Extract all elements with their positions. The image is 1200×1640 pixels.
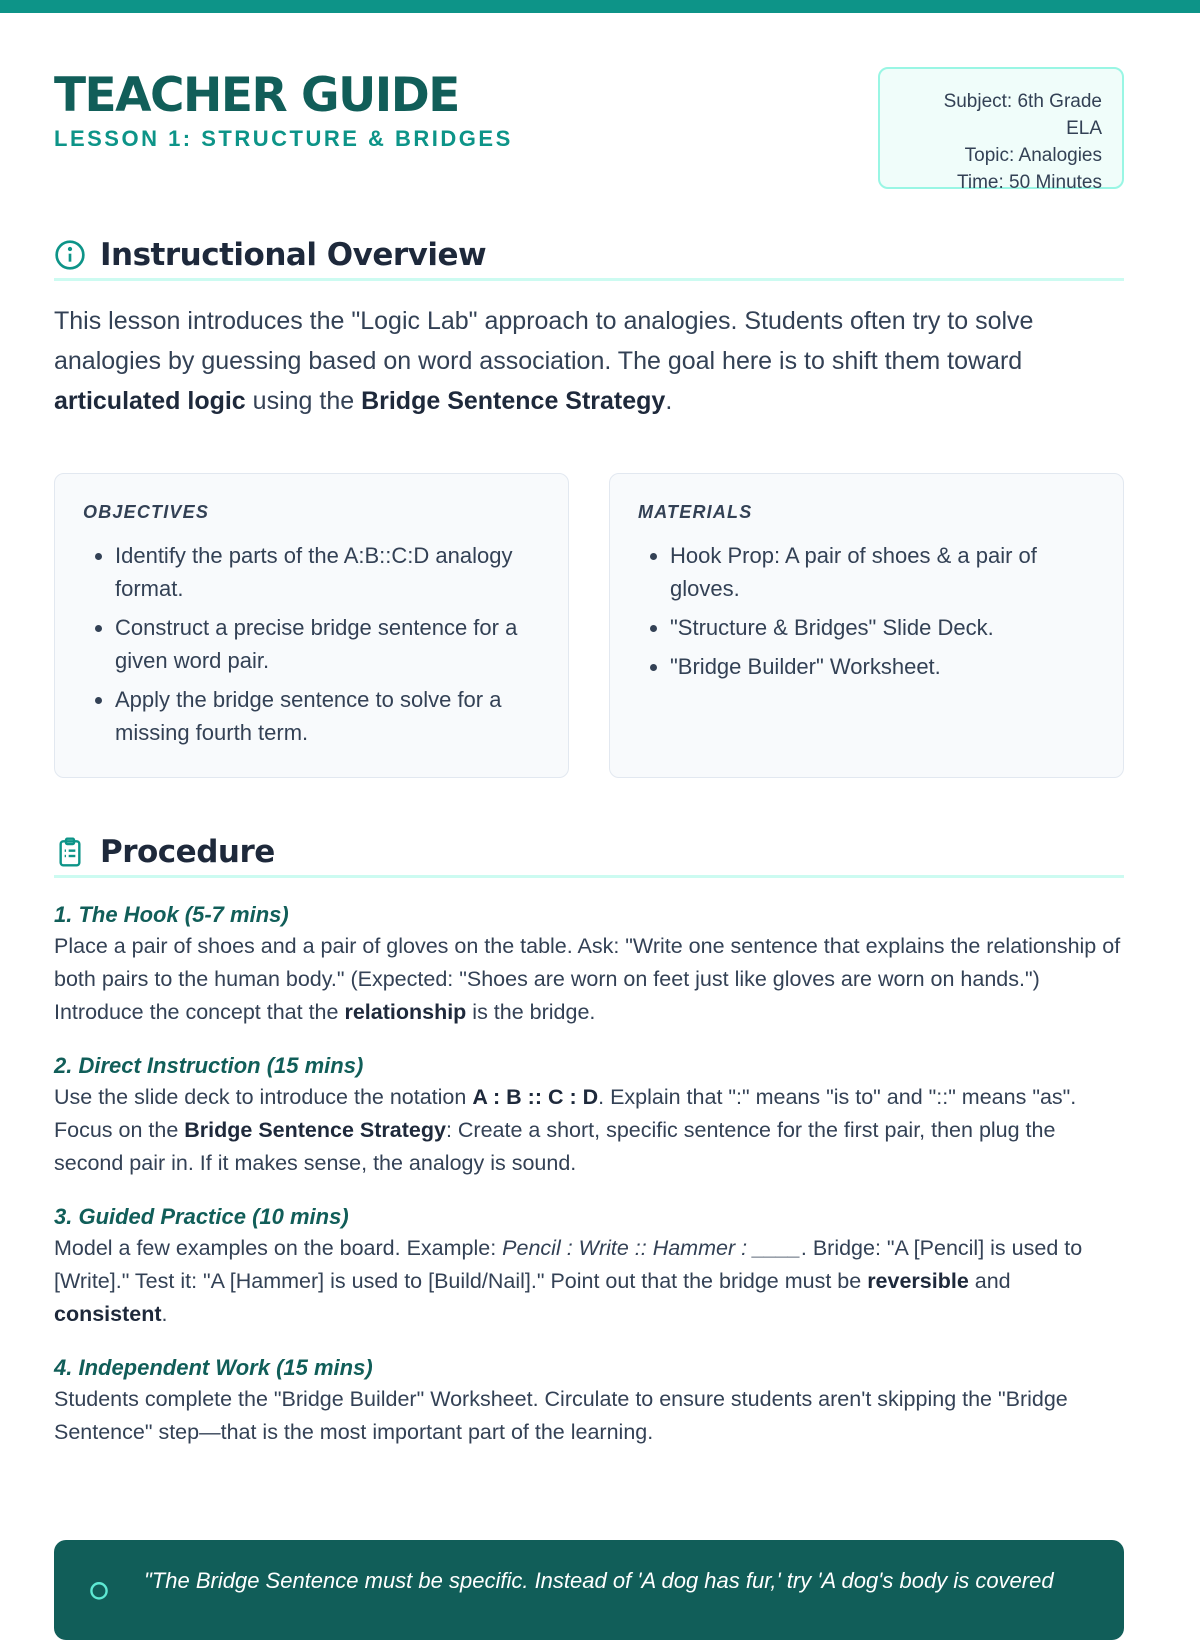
step-title: 3. Guided Practice (10 mins) bbox=[54, 1204, 349, 1229]
meta-topic: Topic: Analogies bbox=[964, 145, 1102, 166]
meta-time: Time: 50 Minutes bbox=[956, 172, 1102, 193]
materials-heading: MATERIALS bbox=[638, 502, 753, 522]
info-icon bbox=[54, 239, 86, 271]
step-title: 2. Direct Instruction (15 mins) bbox=[54, 1053, 364, 1078]
procedure-step bbox=[54, 1353, 1124, 1449]
list-item: • Hook Prop: A pair of shoes & a pair of gloves. bbox=[670, 539, 1095, 605]
materials-card bbox=[609, 473, 1124, 778]
tip-text: "The Bridge Sentence must be specific. Instead of 'A dog has fur,' try 'A dog's body is covered bbox=[144, 1568, 1054, 1593]
clipboard-list-icon bbox=[54, 836, 86, 868]
procedure-heading: Procedure bbox=[100, 834, 275, 870]
tip-callout bbox=[54, 1540, 1124, 1640]
list-item: • Construct a precise bridge sentence for a given word pair. bbox=[115, 611, 540, 677]
procedure-step bbox=[54, 1202, 1124, 1331]
page-title: TEACHER GUIDE bbox=[54, 68, 459, 123]
step-title: 1. The Hook (5-7 mins) bbox=[54, 902, 289, 927]
top-accent-bar bbox=[0, 0, 1200, 13]
procedure-step bbox=[54, 1051, 1124, 1180]
step-text: Students complete the "Bridge Builder" Worksheet. Circulate to ensure students aren't skipping the "Bridge Sentence" step—that is the most important part of the learning. bbox=[54, 1387, 1068, 1444]
list-item: • "Structure & Bridges" Slide Deck. bbox=[670, 611, 1095, 644]
step-text: Use the slide deck to introduce the notation A : B :: C : D. Explain that ":" means "is to" and "::" means "as". Focus on the Bridge Sentence Strategy: Create a short, specific sentence for the first pair, then plug the second pair in. If it makes sense, the analogy is sound. bbox=[54, 1085, 1077, 1175]
overview-section bbox=[54, 237, 1124, 421]
list-item: • "Bridge Builder" Worksheet. bbox=[670, 650, 1095, 683]
lesson-meta-box bbox=[878, 67, 1124, 193]
step-title: 4. Independent Work (15 mins) bbox=[54, 1355, 373, 1380]
lightbulb-icon bbox=[86, 1580, 112, 1606]
list-item: • Apply the bridge sentence to solve for a missing fourth term. bbox=[115, 683, 540, 749]
overview-heading: Instructional Overview bbox=[100, 237, 487, 273]
step-text: Model a few examples on the board. Example: Pencil : Write :: Hammer : ____. Bridge: "A [Pencil] is used to [Write]." Test it: "A [Hammer] is used to [Build/Nail]." Point out that the bridge must be reversible and consistent. bbox=[54, 1236, 1083, 1326]
procedure-step bbox=[54, 900, 1124, 1029]
procedure-section bbox=[54, 834, 1124, 1449]
objectives-card bbox=[54, 473, 569, 778]
lesson-subtitle: LESSON 1: STRUCTURE & BRIDGES bbox=[54, 126, 513, 151]
overview-text: This lesson introduces the "Logic Lab" approach to analogies. Students often try to solve analogies by guessing based on word association. The goal here is to shift them toward articulated logic using the Bridge Sentence Strategy. bbox=[54, 307, 1034, 415]
step-text: Place a pair of shoes and a pair of gloves on the table. Ask: "Write one sentence that explains the relationship of both pairs to the human body." (Expected: "Shoes are worn on feet just like gloves are worn on hands.") Introduce the concept that the relationship is the bridge. bbox=[54, 934, 1121, 1024]
list-item: • Identify the parts of the A:B::C:D analogy format. bbox=[115, 539, 540, 605]
objectives-heading: OBJECTIVES bbox=[83, 502, 210, 522]
meta-subject: Subject: 6th Grade ELA bbox=[943, 91, 1102, 139]
header bbox=[54, 68, 1124, 193]
